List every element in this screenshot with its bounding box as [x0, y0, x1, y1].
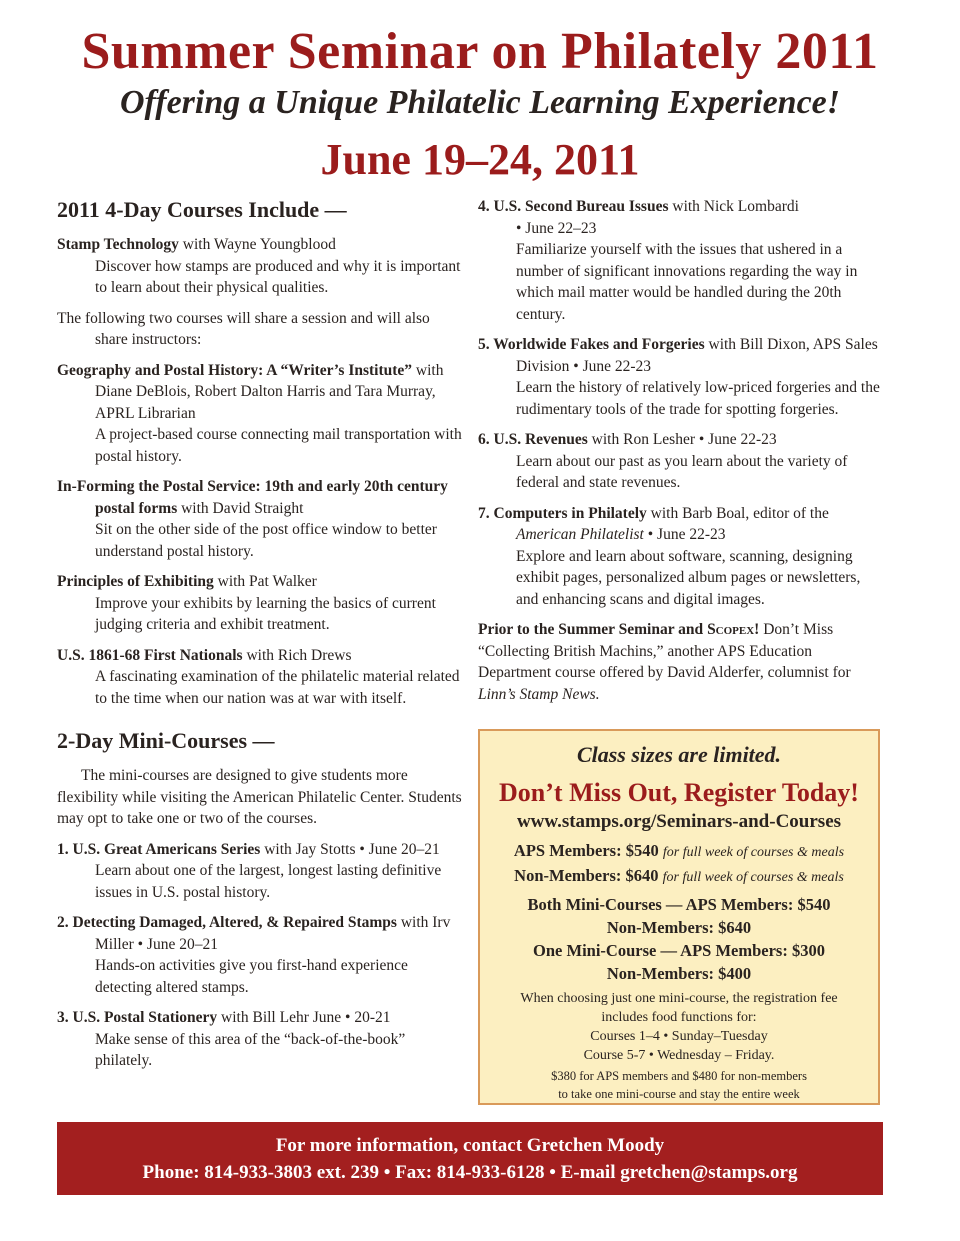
- course-title: 6. U.S. Revenues: [478, 431, 588, 448]
- one-mini-aps-price: One Mini-Course — APS Members: $300: [533, 941, 825, 960]
- course-geography-postal-history: [57, 360, 462, 468]
- course-title: Stamp Technology: [57, 236, 179, 253]
- both-mini-aps-price: Both Mini-Courses — APS Members: $540: [527, 895, 831, 914]
- course-instructor: with Wayne Youngblood: [178, 236, 336, 253]
- prior-title: Prior to the Summer Seminar and: [478, 621, 708, 638]
- course-description: Hands-on activities give you first-hand experience detecting altered stamps.: [95, 957, 408, 996]
- left-column: [57, 196, 462, 1081]
- course-description: Discover how stamps are produced and why it is important to learn about their physical qualities.: [95, 257, 461, 296]
- course-instructor: with Bill Lehr June • 20-21: [217, 1009, 391, 1026]
- event-dates: June 19–24, 2011: [320, 135, 640, 184]
- mini-course-postal-stationery: [57, 1007, 462, 1072]
- course-description: Learn the history of relatively low-priced forgeries and the rudimentary tools of the trade for spotting forgeries.: [516, 379, 880, 418]
- both-mini-non-price: Non-Members: $640: [606, 918, 752, 937]
- course-title: 7. Computers in Philately: [478, 504, 647, 522]
- course-title: 4. U.S. Second Bureau Issues: [478, 198, 669, 215]
- course-principles-of-exhibiting: [57, 571, 462, 636]
- shared-session-note: The following two courses will share a session and will also share instructors:: [57, 309, 430, 348]
- course-title: 2. Detecting Damaged, Altered, & Repaired Stamps: [57, 914, 397, 931]
- four-day-heading: 2011 4-Day Courses Include —: [57, 197, 347, 222]
- aps-member-price: APS Members: $540 for full week of courses & meals: [513, 841, 845, 860]
- course-description: A fascinating examination of the philatelic material related to the time when our nation was at war with itself.: [95, 668, 460, 707]
- course-computers-in-philately: [478, 503, 883, 611]
- right-column: [478, 196, 883, 714]
- course-description: Make sense of this area of the “back-of-the-book” philately.: [95, 1030, 406, 1069]
- course-first-nationals: [57, 645, 462, 710]
- scopex-name: Scopex!: [707, 621, 760, 638]
- price-note: for full week of courses & meals: [662, 870, 844, 885]
- mini-course-detecting-damaged: [57, 912, 462, 998]
- course-description: A project-based course connecting mail transportation with postal history.: [95, 426, 462, 465]
- course-title: 1. U.S. Great Americans Series: [57, 840, 261, 858]
- prior-text: Don’t Miss “Collecting British Machins,” another APS Education Department course offered by David Alderfer, columnist for: [478, 621, 851, 681]
- course-instructor: with Bill Dixon, APS Sales Division • June 22-23: [516, 336, 878, 375]
- course-us-revenues: [478, 429, 883, 494]
- course-stamp-technology: [57, 234, 462, 299]
- course-instructor: with Ron Lesher • June 22-23: [587, 431, 777, 448]
- publication-name: American Philatelist: [516, 526, 644, 543]
- registration-url[interactable]: www.stamps.org/Seminars-and-Courses: [516, 811, 842, 832]
- course-instructor: with Nick Lombardi: [668, 198, 799, 215]
- course-description: Learn about our past as you learn about the variety of federal and state revenues.: [516, 452, 848, 491]
- page-subtitle: Offering a Unique Philatelic Learning Experience!: [120, 84, 840, 121]
- publication-name: Linn’s Stamp News.: [478, 685, 600, 703]
- course-title: U.S. 1861-68 First Nationals: [57, 646, 243, 664]
- two-day-heading: 2-Day Mini-Courses —: [57, 728, 275, 753]
- course-worldwide-fakes: [478, 334, 883, 420]
- mini-course-intro: The mini-courses are designed to give students more flexibility while visiting the American Philatelic Center. Students may opt to take one or two of the courses.: [57, 767, 462, 827]
- course-instructor: with Jay Stotts • June 20–21: [260, 840, 440, 858]
- course-instructor: with Rich Drews: [242, 646, 352, 664]
- prior-course-note: [478, 619, 883, 705]
- class-size-note: Class sizes are limited.: [576, 742, 782, 767]
- page-title: Summer Seminar on Philately 2011: [81, 23, 879, 80]
- course-title: In-Forming the Postal Service: 19th and early 20th century postal forms: [57, 478, 448, 517]
- courses-schedule-a: Courses 1–4 • Sunday–Tuesday: [590, 1029, 768, 1044]
- course-description: Improve your exhibits by learning the basics of current judging criteria and exhibit treatment.: [95, 594, 436, 633]
- course-description: Sit on the other side of the post office window to better understand postal history.: [95, 521, 437, 560]
- stay-price-b: to take one mini-course and stay the entire week: [558, 1087, 800, 1101]
- course-instructor: with Pat Walker: [213, 573, 317, 590]
- one-mini-non-price: Non-Members: $400: [606, 964, 752, 983]
- course-title: Principles of Exhibiting: [57, 573, 214, 590]
- course-title: Geography and Postal History: A “Writer’s Institute”: [57, 361, 413, 379]
- non-member-price: Non-Members: $640 for full week of courses & meals: [514, 866, 844, 885]
- course-instructor: with Diane DeBlois, Robert Dalton Harris and Tara Murray, APRL Librarian: [95, 361, 444, 422]
- fee-note: When choosing just one mini-course, the registration fee includes food functions for:: [520, 991, 838, 1025]
- stay-price-a: $380 for APS members and $480 for non-members: [551, 1069, 807, 1083]
- mini-course-great-americans: [57, 839, 462, 904]
- contact-details-line[interactable]: Phone: 814-933-3803 ext. 239 • Fax: 814-933-6128 • E-mail gretchen@stamps.org: [142, 1162, 798, 1183]
- course-title: 3. U.S. Postal Stationery: [57, 1009, 218, 1026]
- register-call-to-action: Don’t Miss Out, Register Today!: [499, 778, 859, 807]
- course-instructor: with David Straight: [177, 499, 304, 517]
- price-note: for full week of courses & meals: [662, 845, 845, 860]
- registration-box: [478, 729, 880, 1105]
- course-instructor: with Irv Miller • June 20–21: [95, 914, 451, 953]
- course-in-forming-postal-service: [57, 476, 462, 562]
- contact-footer: [57, 1122, 883, 1195]
- course-title: 5. Worldwide Fakes and Forgeries: [478, 336, 705, 353]
- course-date: • June 22-23: [643, 526, 726, 543]
- course-date: • June 22–23: [516, 219, 597, 237]
- courses-schedule-b: Course 5-7 • Wednesday – Friday.: [583, 1048, 775, 1063]
- course-second-bureau-issues: [478, 196, 883, 325]
- course-description: Learn about one of the largest, longest lasting definitive issues in U.S. postal history.: [95, 862, 442, 901]
- contact-name-line: For more information, contact Gretchen Moody: [275, 1135, 665, 1156]
- course-description: Familiarize yourself with the issues that ushered in a number of significant innovations regarding the way in which mail matter would be handled during the 20th century.: [516, 241, 858, 323]
- course-description: Explore and learn about software, scanning, designing exhibit pages, personalized album pages or newsletters, and enhancing scans and digital images.: [516, 547, 861, 608]
- course-instructor: with Barb Boal, editor of the: [646, 504, 829, 522]
